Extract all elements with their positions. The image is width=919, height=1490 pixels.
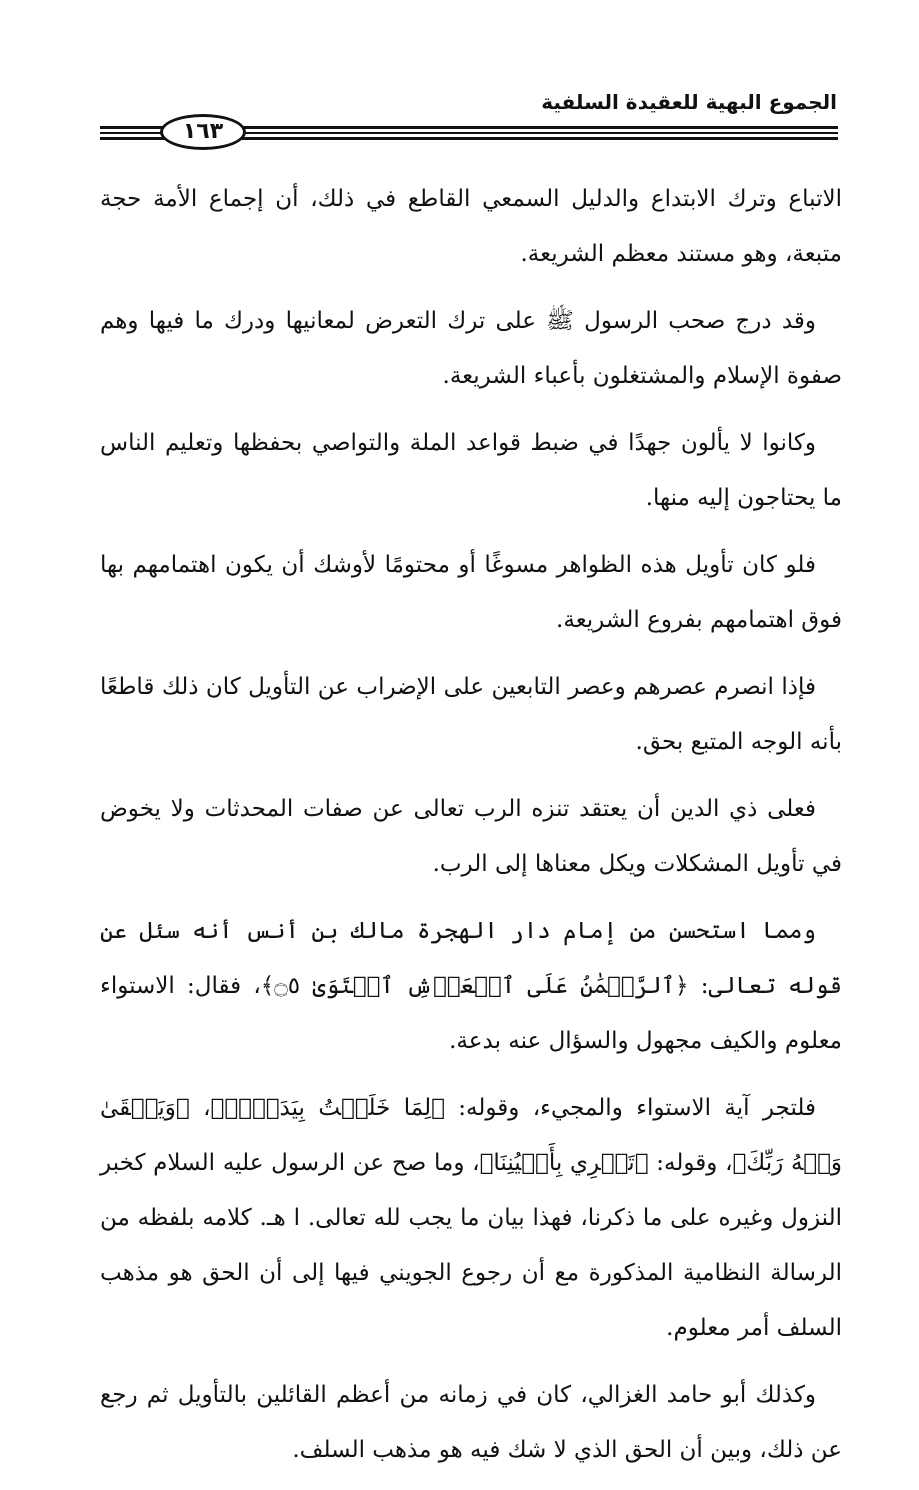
paragraph: وكانوا لا يألون جهدًا في ضبط قواعد الملة والتواصي بحفظها وتعليم الناس ما يحتاجون إليه منها. [100,430,842,511]
paragraph: فإذا انصرم عصرهم وعصر التابعين على الإضراب عن التأويل كان ذلك قاطعًا بأنه الوجه المتبع بحق. [100,674,842,755]
paragraph: وقد درج صحب الرسول ﷺ على ترك التعرض لمعانيها ودرك ما فيها وهم صفوة الإسلام والمشتغلون بأعباء الشريعة. [100,308,842,389]
paragraph: فعلى ذي الدين أن يعتقد تنزه الرب تعالى عن صفات المحدثات ولا يخوض في تأويل المشكلات ويكل معناها إلى الرب. [100,796,842,877]
page-number: ١٦٣ [160,114,246,150]
paragraph: الاتباع وترك الابتداع والدليل السمعي القاطع في ذلك، أن إجماع الأمة حجة متبعة، وهو مستند معظم الشريعة. [100,186,842,267]
paragraph: فلو كان تأويل هذه الظواهر مسوغًا أو محتومًا لأوشك أن يكون اهتمامهم بها فوق اهتمامهم بفروع الشريعة. [100,552,842,633]
paragraph: ومما استحسن من إمام دار الهجرة مالك بن أنس أنه سئل عن قوله تعالى: ﴿ٱلرَّحۡمَٰنُ عَلَى ٱلۡعَرۡشِ ٱسۡتَوَىٰ ۝٥﴾، فقال: الاستواء معلوم والكيف مجهول والسؤال عنه بدعة. [100,918,842,1054]
paragraph: وكذلك أبو حامد الغزالي، كان في زمانه من أعظم القائلين بالتأويل ثم رجع عن ذلك، وبين أن الحق الذي لا شك فيه هو مذهب السلف. [100,1382,842,1463]
body-text [100,172,842,1490]
paragraph: فلتجر آية الاستواء والمجيء، وقوله: ﴿لِمَا خَلَقۡتُ بِيَدَيَّۖ﴾، ﴿وَيَبۡقَىٰ وَجۡهُ رَبِّكَ﴾، وقوله: ﴿تَجۡرِي بِأَعۡيُنِنَا﴾، وما صح عن الرسول عليه السلام كخبر النزول وغيره على ما ذكرنا، فهذا بيان ما يجب لله تعالى. ا هـ. كلامه بلفظه من الرسالة النظامية المذكورة مع أن رجوع الجويني فيها إلى أن الحق هو مذهب السلف أمر معلوم. [100,1095,842,1341]
running-title: الجموع البهية للعقيدة السلفية [541,90,837,114]
